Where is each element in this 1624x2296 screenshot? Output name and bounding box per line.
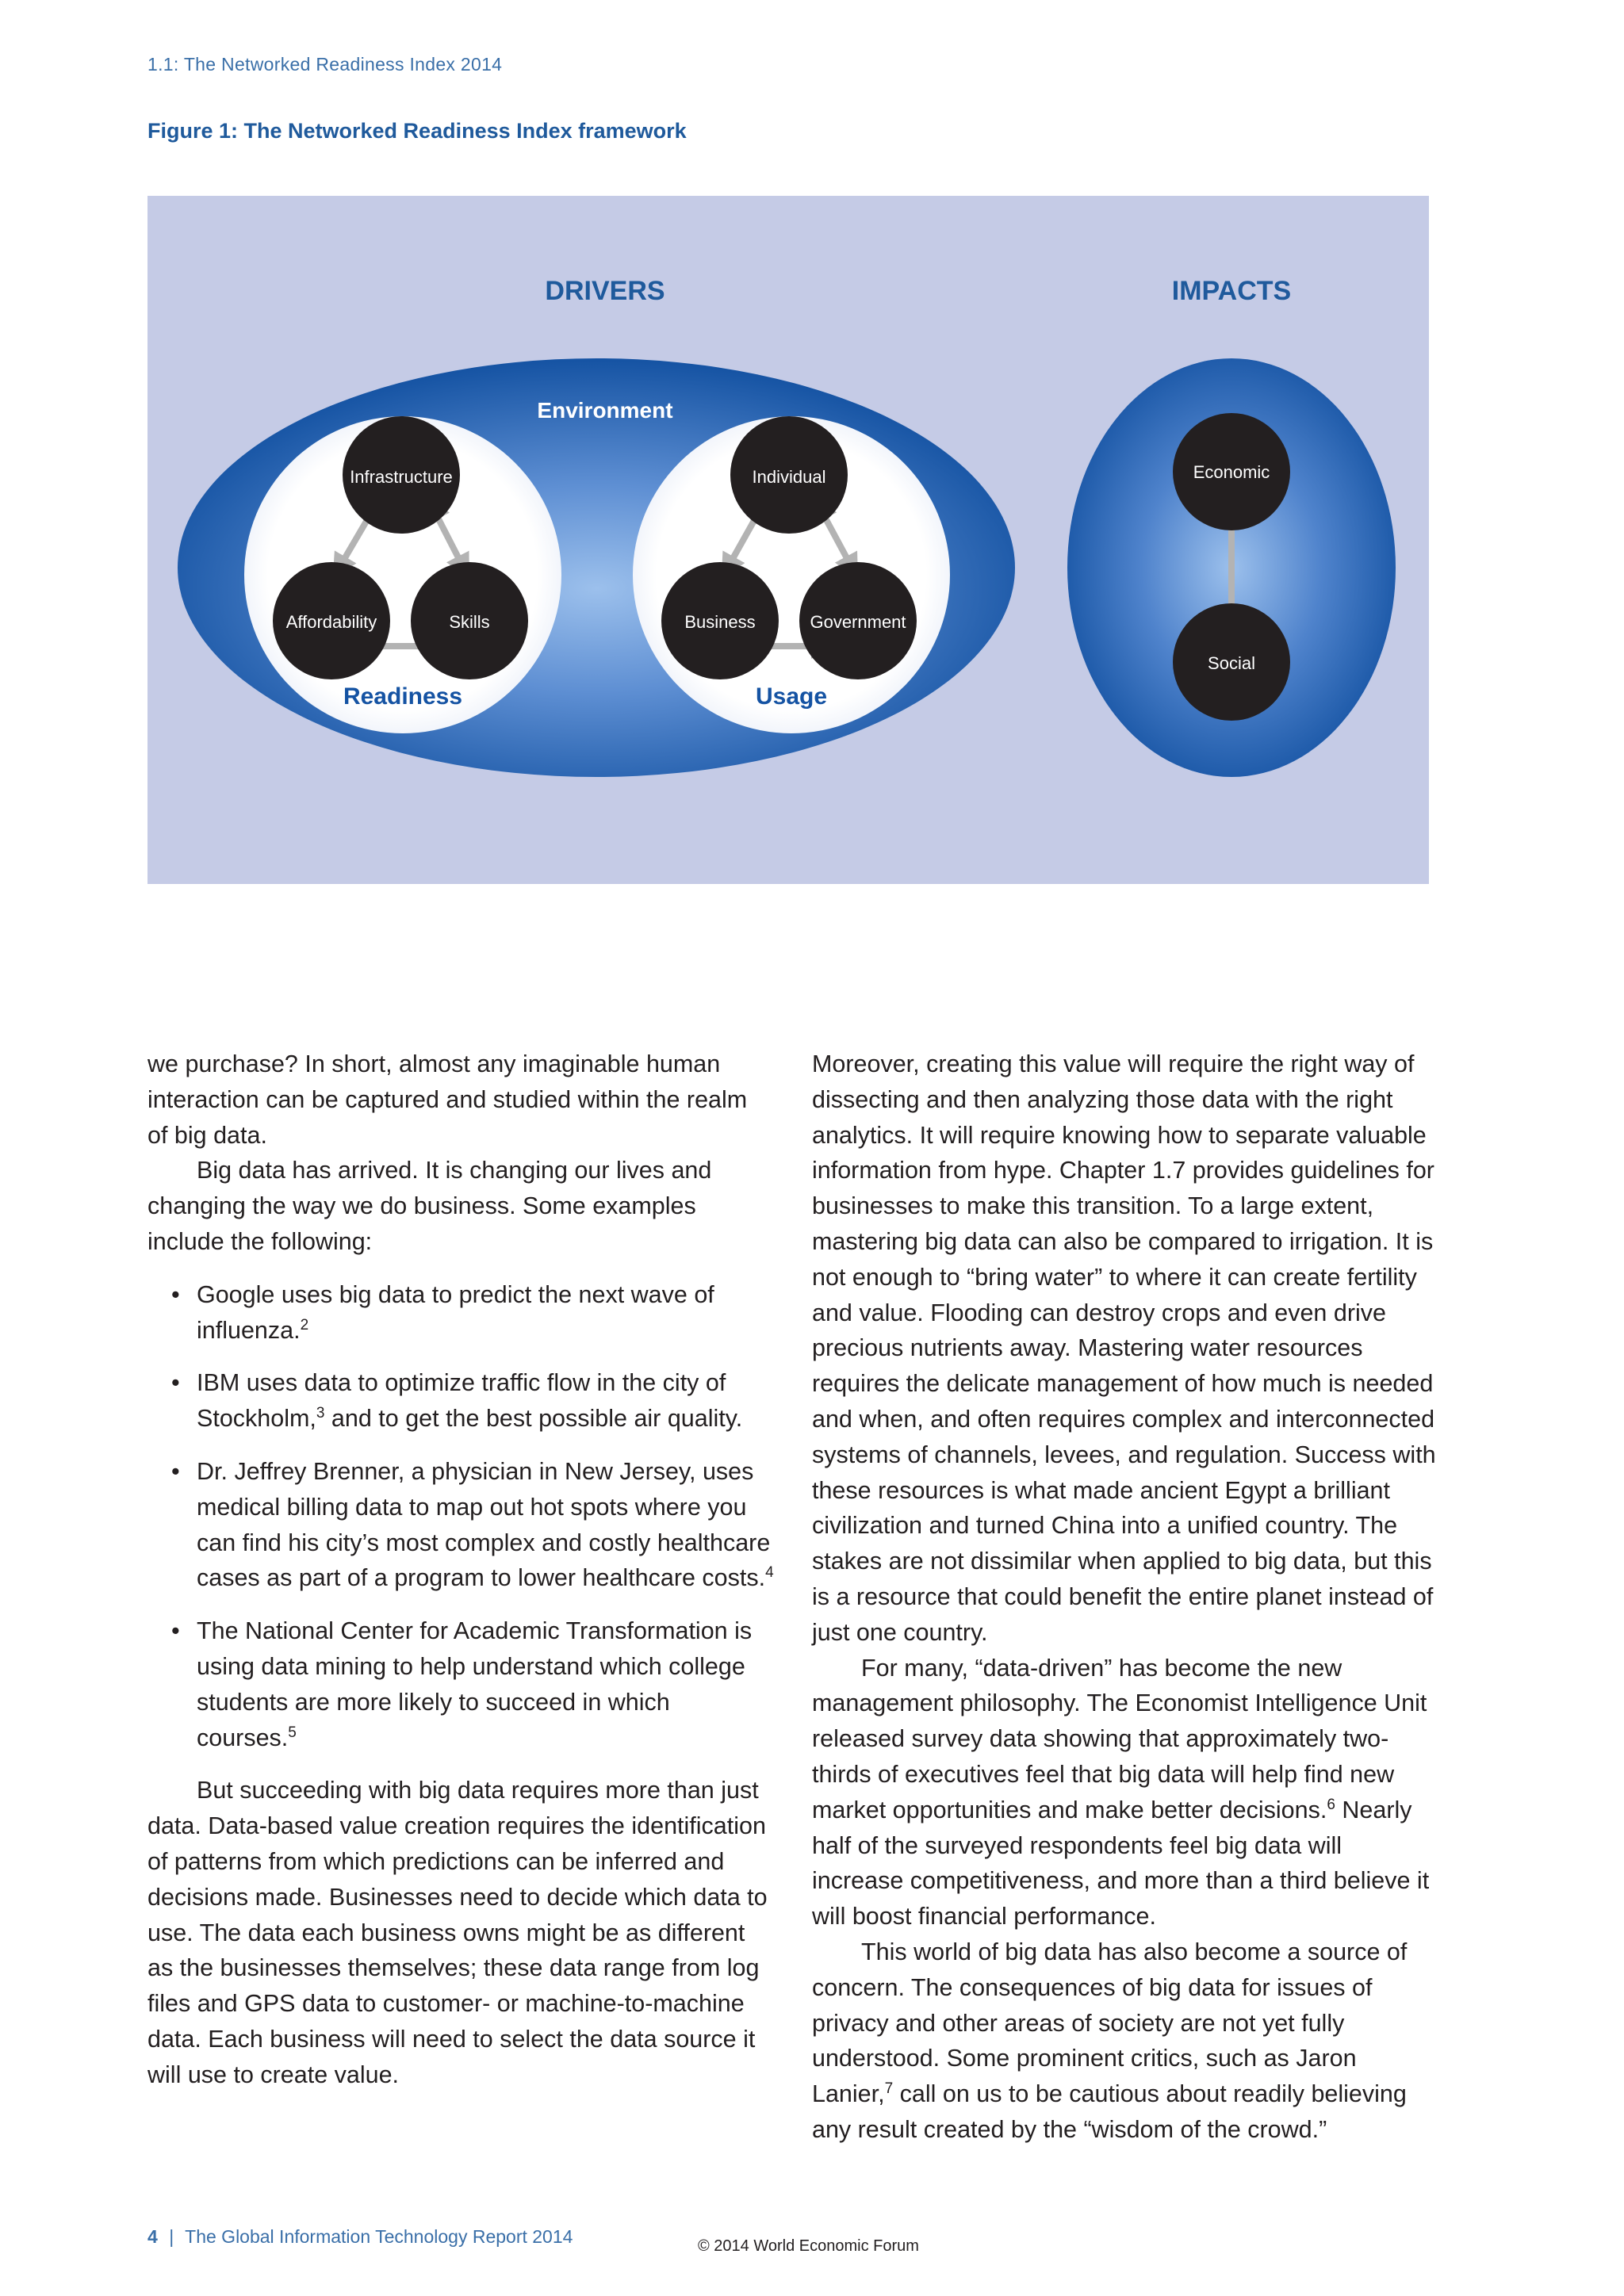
body-right-column [812, 1047, 1438, 2148]
footnote-ref: 7 [884, 2080, 894, 2097]
node-affordability [273, 562, 390, 679]
list-item [147, 1613, 774, 1755]
readiness-label: Readiness [343, 683, 463, 710]
framework-diagram [147, 196, 1429, 884]
footer-separator: | [169, 2226, 174, 2247]
node-skills-label: Skills [449, 612, 490, 632]
list-item-text: Dr. Jeffrey Brenner, a physician in New Jersey, uses medical billing data to map out hot spots where you can find his city’s most complex and costly healthcare cases as part of a program to lower healthcare costs. [197, 1457, 771, 1592]
list-item [147, 1277, 774, 1349]
node-skills [411, 562, 528, 679]
node-economic-label: Economic [1193, 462, 1270, 482]
footnote-ref: 5 [288, 1724, 297, 1741]
paragraph-text: call on us to be cautious about readily believing any result created by the “wisdom of the crowd.” [812, 2080, 1407, 2143]
node-business [661, 562, 779, 679]
node-business-label: Business [684, 612, 756, 632]
environment-label: Environment [537, 398, 673, 423]
footnote-ref: 4 [765, 1564, 774, 1582]
node-infrastructure-label: Infrastructure [350, 467, 453, 487]
list-item [147, 1454, 774, 1596]
paragraph-text: For many, “data-driven” has become the new management philosophy. The Economist Intelligence Unit released survey data showing that approximately two-thirds of executives feel that big data will help find new market opportunities and make better decisions. [812, 1654, 1427, 1823]
node-social-label: Social [1208, 653, 1255, 673]
impacts-heading: IMPACTS [1171, 276, 1292, 306]
body-left-column [147, 1047, 774, 2093]
node-individual [730, 416, 848, 534]
nri-framework-figure [147, 196, 1429, 884]
running-head: 1.1: The Networked Readiness Index 2014 [147, 54, 503, 75]
paragraph: But succeeding with big data requires more than just data. Data-based value creation requires the identification of patterns from which predictions can be inferred and decisions made. Businesses need to decide which data to use. The data each business owns might be as different as the businesses themselves; these data range from log files and GPS data to customer- or machine-to-machine data. Each business will need to select the data source it will use to create value. [147, 1777, 768, 2088]
node-economic [1173, 413, 1290, 530]
report-title: The Global Information Technology Report 2014 [185, 2226, 573, 2247]
node-government [799, 562, 917, 679]
copyright-notice: © 2014 World Economic Forum [698, 2237, 919, 2255]
usage-label: Usage [755, 683, 828, 710]
bullet-glyph: • [171, 1369, 180, 1397]
paragraph-text: This world of big data has also become a source of concern. The consequences of big data for issues of privacy and other areas of society are not yet fully understood. Some prominent critics, such as Jaron Lanier, [812, 1938, 1408, 2108]
page-number: 4 [147, 2226, 158, 2247]
list-item-text-tail: and to get the best possible air quality. [324, 1405, 743, 1433]
footnote-ref: 6 [1327, 1796, 1335, 1813]
footnote-ref: 3 [316, 1405, 325, 1422]
node-government-label: Government [810, 612, 906, 632]
list-item-text: Google uses big data to predict the next wave of influenza. [197, 1280, 714, 1344]
paragraph: we purchase? In short, almost any imaginable human interaction can be captured and studied within the realm of big data. [147, 1050, 748, 1149]
drivers-heading: DRIVERS [545, 276, 665, 306]
bullet-glyph: • [171, 1457, 180, 1485]
list-item-text: IBM uses data to optimize traffic flow in the city of Stockholm, [197, 1369, 726, 1433]
paragraph: Big data has arrived. It is changing our lives and changing the way we do business. Some examples include the following: [147, 1157, 712, 1255]
list-item-text: The National Center for Academic Transformation is using data mining to help understand which college students are more likely to succeed in which courses. [197, 1617, 753, 1751]
node-social [1173, 603, 1290, 721]
figure-title: Figure 1: The Networked Readiness Index framework [147, 119, 687, 143]
paragraph: Moreover, creating this value will require the right way of dissecting and then analyzing those data with the right analytics. It will require knowing how to separate valuable information from hype. Chapter 1.7 provides guidelines for businesses to make this transition. To a large extent, mastering big data can also be compared to irrigation. It is not enough to “bring water” to where it can create fertility and value. Flooding can destroy crops and even drive precious nutrients away. Mastering water resources requires the delicate management of how much is needed and when, and often requires complex and interconnected systems of channels, levees, and regulation. Success with these resources is what made ancient Egypt a brilliant civilization and turned China into a unified country. The stakes are not dissimilar when applied to big data, but this is a resource that could benefit the entire planet instead of just one country. [812, 1050, 1436, 1646]
list-item [147, 1365, 774, 1437]
bullet-glyph: • [171, 1280, 180, 1308]
paragraph [812, 1651, 1438, 1934]
bullet-glyph: • [171, 1617, 180, 1645]
node-affordability-label: Affordability [285, 612, 377, 632]
footnote-ref: 2 [300, 1316, 309, 1334]
paragraph-text: Nearly half of the surveyed respondents feel big data will increase competitiveness, and more than a third believe it will boost financial performance. [812, 1796, 1430, 1931]
node-infrastructure [343, 416, 460, 534]
node-individual-label: Individual [752, 467, 826, 487]
paragraph [812, 1934, 1438, 2148]
examples-list [147, 1277, 774, 1756]
page-footer [147, 2226, 573, 2248]
